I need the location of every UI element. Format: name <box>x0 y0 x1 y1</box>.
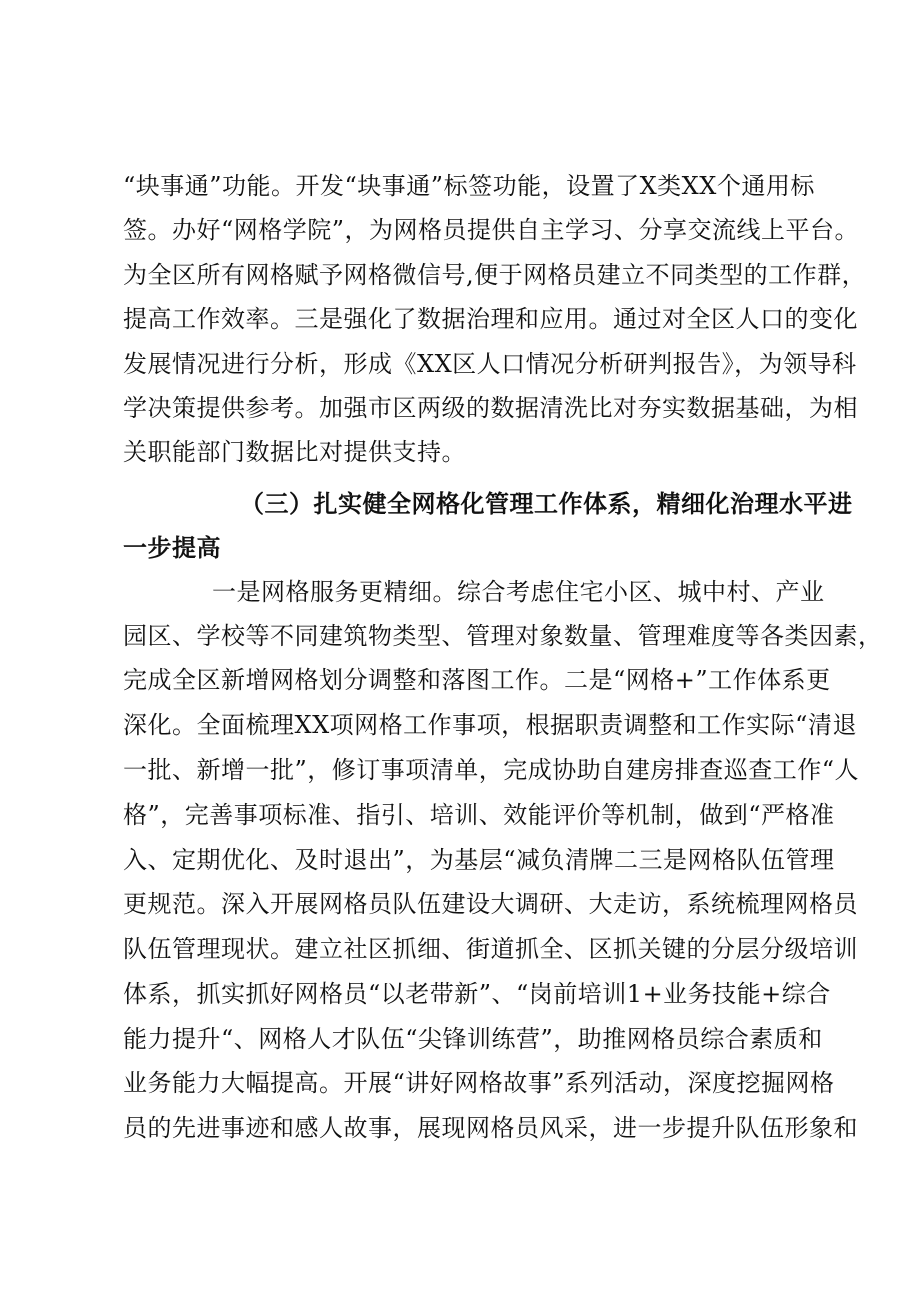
paragraph-2-line: 深化。全面梳理XX项网格工作事项，根据职责调整和工作实际“清退 <box>123 711 857 739</box>
paragraph-1-line: 提高工作效率。三是强化了数据治理和应用。通过对全区人口的变化 <box>123 305 858 333</box>
paragraph-2-line: 一是网格服务更精细。综合考虑住宅小区、城中村、产业 <box>212 578 825 606</box>
paragraph-2-line: 体系，抓实抓好网格员“以老带新”、“岗前培训1+业务技能+综合 <box>123 980 831 1008</box>
paragraph-1-line: 学决策提供参考。加强市区两级的数据清洗比对夯实数据基础，为相 <box>123 394 858 422</box>
paragraph-2-line: 更规范。深入开展网格员队伍建设大调研、大走访，系统梳理网格员 <box>123 890 858 918</box>
paragraph-2-line: 园区、学校等不同建筑物类型、管理对象数量、管理难度等各类因素， <box>123 622 883 650</box>
paragraph-1-line: “块事通”功能。开发“块事通”标签功能，设置了X类XX个通用标 <box>123 172 815 200</box>
paragraph-1-line: 发展情况进行分析，形成《XX区人口情况分析研判报告》，为领导科 <box>123 350 857 378</box>
paragraph-2-line: 业务能力大幅提高。开展“讲好网格故事”系列活动，深度挖掘网格 <box>123 1069 835 1097</box>
section-heading-line: 一步提高 <box>123 533 221 562</box>
paragraph-2-line: 格”，完善事项标准、指引、培训、效能评价等机制，做到“严格准 <box>123 801 835 829</box>
paragraph-1-line: 关职能部门数据比对提供支持。 <box>123 438 466 466</box>
paragraph-2-line: 员的先进事迹和感人故事，展现网格员风采，进一步提升队伍形象和 <box>123 1114 858 1142</box>
paragraph-2-line: 一批、新增一批”，修订事项清单，完成协助自建房排查巡查工作“人 <box>123 756 860 784</box>
paragraph-1-line: 为全区所有网格赋予网格微信号,便于网格员建立不同类型的工作群， <box>123 261 867 289</box>
section-heading-line: （三）扎实健全网格化管理工作体系，精细化治理水平进 <box>240 489 853 518</box>
paragraph-2-line: 完成全区新增网格划分调整和落图工作。二是“网格+”工作体系更 <box>123 666 831 694</box>
paragraph-2-line: 入、定期优化、及时退出”，为基层“减负清牌二三是网格队伍管理 <box>123 846 835 874</box>
paragraph-1-line: 签。办好“网格学院”，为网格员提供自主学习、分享交流线上平台。 <box>123 216 860 244</box>
paragraph-2-line: 能力提升“、网格人才队伍“尖锋训练营”，助推网格员综合素质和 <box>123 1025 823 1053</box>
paragraph-2-line: 队伍管理现状。建立社区抓细、街道抓全、区抓关键的分层分级培训 <box>123 935 858 963</box>
